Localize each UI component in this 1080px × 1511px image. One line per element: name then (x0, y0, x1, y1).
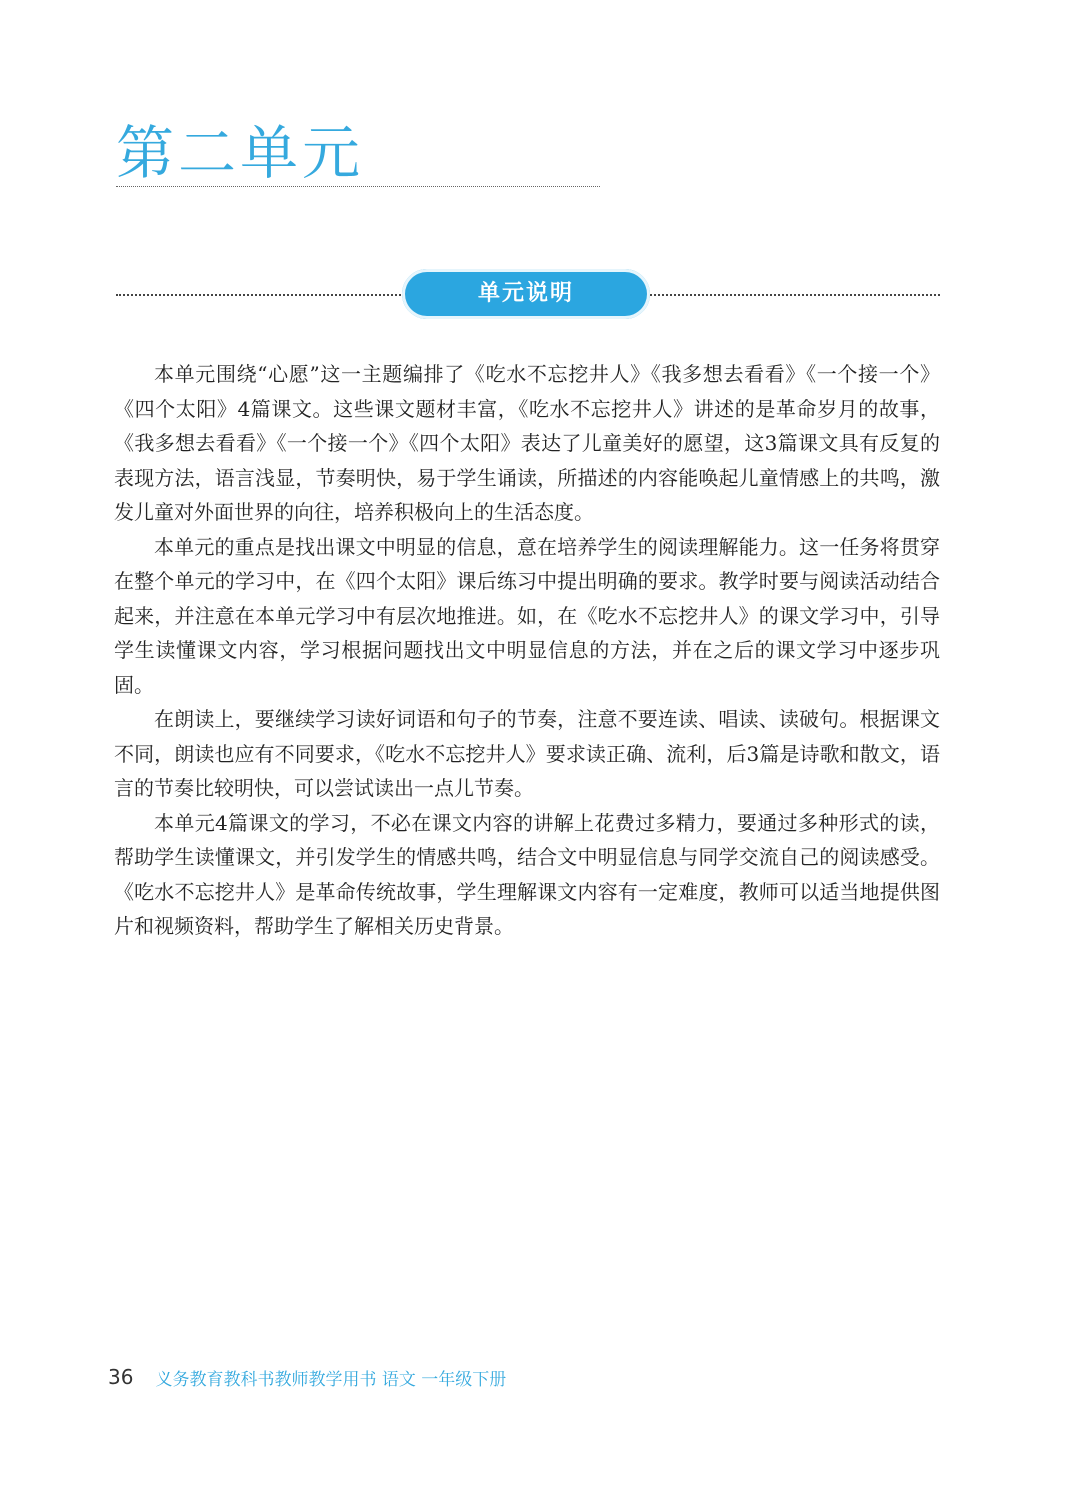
section-label-badge: 单元说明 (402, 269, 650, 319)
unit-title: 第二单元 (116, 119, 365, 187)
paragraph-4: 本单元4篇课文的学习，不必在课文内容的讲解上花费过多精力，要通过多种形式的读，帮助学生读懂课文，并引发学生的情感共鸣，结合文中明显信息与同学交流自己的阅读感受。《吃水不忘挖井人》是革命传统故事，学生理解课文内容有一定难度，教师可以适当地提供图片和视频资料，帮助学生了解相关历史背景。 (114, 810, 940, 938)
page-footer (108, 1362, 506, 1392)
section-divider-left (116, 294, 404, 296)
unit-description (114, 357, 940, 944)
book-title: 义务教育教科书教师教学用书 语文 一年级下册 (155, 1369, 507, 1390)
paragraph-3: 在朗读上，要继续学习读好词语和句子的节奏，注意不要连读、唱读、读破句。根据课文不同，朗读也应有不同要求，《吃水不忘挖井人》要求读正确、流利，后3篇是诗歌和散文，语言的节奏比较明快，可以尝试读出一点儿节奏。 (114, 707, 940, 800)
page-number: 36 (108, 1365, 134, 1389)
paragraph-1: 本单元围绕“心愿”这一主题编排了《吃水不忘挖井人》《我多想去看看》《一个接一个》《四个太阳》4篇课文。这些课文题材丰富，《吃水不忘挖井人》讲述的是革命岁月的故事，《我多想去看看》《一个接一个》《四个太阳》表达了儿童美好的愿望，这3篇课文具有反复的表现方法，语言浅显，节奏明快，易于学生诵读，所描述的内容能唤起儿童情感上的共鸣，激发儿童对外面世界的向往，培养积极向上的生活态度。 (114, 362, 940, 524)
title-underline (116, 186, 600, 187)
paragraph-2: 本单元的重点是找出课文中明显的信息，意在培养学生的阅读理解能力。这一任务将贯穿在整个单元的学习中，在《四个太阳》课后练习中提出明确的要求。教学时要与阅读活动结合起来，并注意在本单元学习中有层次地推进。如，在《吃水不忘挖井人》的课文学习中，引导学生读懂课文内容，学习根据问题找出文中明显信息的方法，并在之后的课文学习中逐步巩固。 (114, 534, 940, 697)
section-divider-right (650, 294, 940, 296)
